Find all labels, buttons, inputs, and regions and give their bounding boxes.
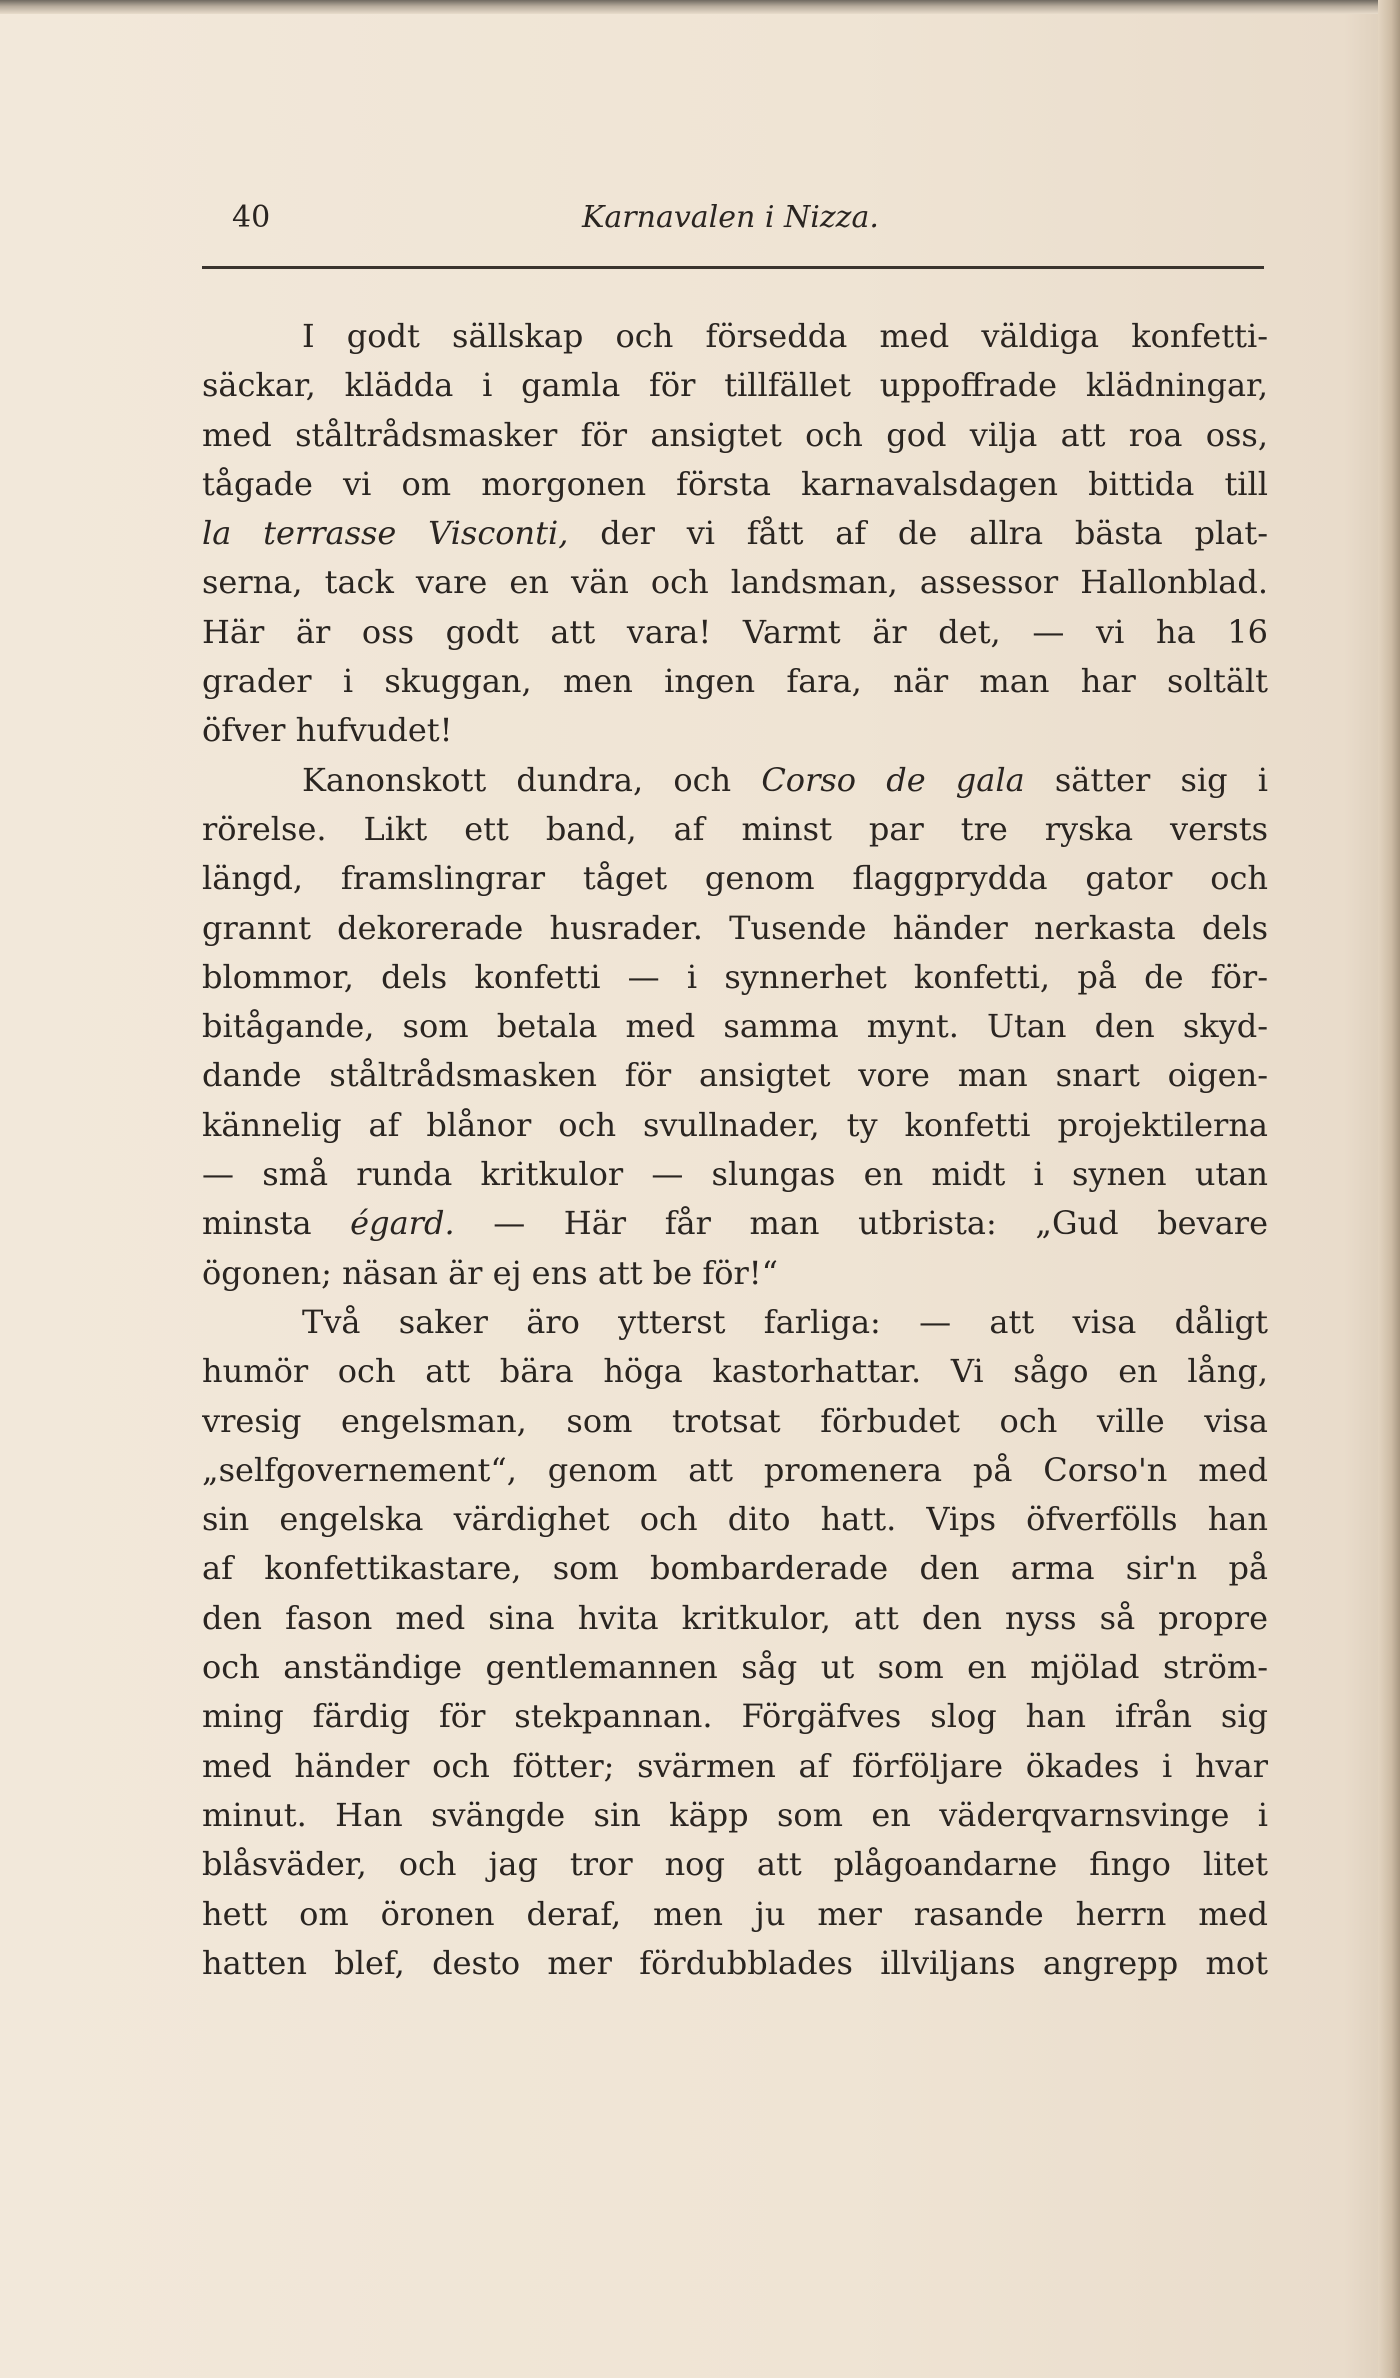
text-segment: sin engelska värdighet och dito hatt. Vips öfverfölls han bbox=[202, 1500, 1268, 1539]
page-number: 40 bbox=[232, 200, 271, 235]
text-segment: minsta bbox=[202, 1204, 351, 1243]
text-segment: säckar, klädda i gamla för tillfället uppoffrade klädningar, bbox=[202, 366, 1268, 405]
body-text bbox=[202, 312, 1268, 1988]
text-segment: I godt sällskap och försedda med väldiga konfetti- bbox=[302, 317, 1268, 355]
header-rule bbox=[202, 266, 1264, 269]
running-head bbox=[202, 196, 1264, 248]
text-line bbox=[202, 1939, 1268, 1988]
text-line bbox=[202, 1495, 1268, 1544]
text-segment: grannt dekorerade husrader. Tusende händer nerkasta dels bbox=[202, 908, 1268, 947]
text-segment: Här är oss godt att vara! Varmt är det, — vi ha 16 bbox=[202, 612, 1268, 651]
text-line bbox=[202, 1643, 1268, 1692]
text-line bbox=[202, 1051, 1268, 1100]
text-segment: Två saker äro ytterst farliga: — att visa dåligt bbox=[302, 1302, 1268, 1341]
text-segment: hett om öronen deraf, men ju mer rasande herrn med bbox=[202, 1894, 1268, 1933]
text-line bbox=[202, 312, 1268, 361]
text-segment: med händer och fötter; svärmen af förföljare ökades i hvar bbox=[202, 1746, 1268, 1785]
text-line bbox=[202, 854, 1268, 903]
text-line bbox=[202, 558, 1268, 607]
text-segment: ögonen; näsan är ej ens att be för!“ bbox=[202, 1253, 778, 1292]
text-segment: ming färdig för stekpannan. Förgäfves slog han ifrån sig bbox=[202, 1697, 1268, 1736]
text-segment: kännelig af blånor och svullnader, ty konfetti projektilerna bbox=[202, 1105, 1268, 1144]
text-line bbox=[202, 608, 1268, 657]
text-segment: minut. Han svängde sin käpp som en väderqvarnsvinge i bbox=[202, 1795, 1268, 1834]
text-line bbox=[202, 904, 1268, 953]
text-segment: blåsväder, och jag tror nog att plågoandarne fingo litet bbox=[202, 1845, 1268, 1884]
text-segment: blommor, dels konfetti — i synnerhet konfetti, på de för- bbox=[202, 957, 1268, 996]
text-segment: „selfgovernement“, genom att promenera på Corso'n med bbox=[202, 1450, 1268, 1489]
text-line bbox=[202, 953, 1268, 1002]
text-segment: Kanonskott dundra, och bbox=[302, 760, 762, 799]
text-line bbox=[202, 509, 1268, 558]
text-segment: öfver hufvudet! bbox=[202, 711, 453, 750]
text-segment: — små runda kritkulor — slungas en midt i synen utan bbox=[202, 1155, 1268, 1194]
text-line bbox=[202, 1397, 1268, 1446]
text-segment: dande ståltrådsmasken för ansigtet vore man snart oigen- bbox=[202, 1056, 1268, 1095]
text-line bbox=[202, 1150, 1268, 1199]
text-line bbox=[202, 756, 1268, 805]
text-segment: serna, tack vare en vän och landsman, assessor Hallonblad. bbox=[202, 563, 1268, 602]
italic-text: la terrasse Visconti, bbox=[202, 514, 569, 553]
italic-text: Corso de gala bbox=[761, 760, 1025, 799]
text-segment: med ståltrådsmasker för ansigtet och god vilja att roa oss, bbox=[202, 415, 1268, 454]
text-segment: bitågande, som betala med samma mynt. Utan den skyd- bbox=[202, 1007, 1268, 1046]
text-line bbox=[202, 1692, 1268, 1741]
italic-text: égard. bbox=[350, 1204, 455, 1243]
text-segment: längd, framslingrar tåget genom flaggprydda gator och bbox=[202, 859, 1268, 898]
text-line bbox=[202, 1101, 1268, 1150]
running-title: Karnavalen i Nizza. bbox=[582, 200, 879, 235]
text-line bbox=[202, 411, 1268, 460]
text-segment: den fason med sina hvita kritkulor, att den nyss så propre bbox=[202, 1598, 1268, 1637]
text-segment: humör och att bära höga kastorhattar. Vi sågo en lång, bbox=[202, 1352, 1268, 1391]
text-line bbox=[202, 1298, 1268, 1347]
text-line bbox=[202, 805, 1268, 854]
text-segment: tågade vi om morgonen första karnavalsdagen bittida till bbox=[202, 464, 1268, 503]
text-line bbox=[202, 1840, 1268, 1889]
text-line bbox=[202, 1791, 1268, 1840]
text-line bbox=[202, 1594, 1268, 1643]
text-segment: grader i skuggan, men ingen fara, när man har soltält bbox=[202, 662, 1268, 701]
page-top-edge bbox=[0, 0, 1400, 14]
text-segment: sätter sig i bbox=[1024, 760, 1268, 799]
text-line bbox=[202, 1199, 1268, 1248]
text-line bbox=[202, 1249, 1268, 1298]
text-line bbox=[202, 657, 1268, 706]
text-segment: rörelse. Likt ett band, af minst par tre ryska versts bbox=[202, 809, 1268, 848]
text-line bbox=[202, 1544, 1268, 1593]
text-segment: — Här får man utbrista: „Gud bevare bbox=[454, 1204, 1268, 1243]
page-right-edge bbox=[1378, 0, 1400, 2378]
text-segment: hatten blef, desto mer fördubblades illviljans angrepp mot bbox=[202, 1943, 1268, 1982]
text-line bbox=[202, 460, 1268, 509]
text-segment: vresig engelsman, som trotsat förbudet och ville visa bbox=[202, 1401, 1268, 1440]
text-line bbox=[202, 361, 1268, 410]
text-line bbox=[202, 706, 1268, 755]
text-line bbox=[202, 1347, 1268, 1396]
text-segment: der vi fått af de allra bästa plat- bbox=[568, 514, 1268, 553]
text-segment: och anständige gentlemannen såg ut som en mjölad ström- bbox=[202, 1648, 1268, 1687]
text-line bbox=[202, 1742, 1268, 1791]
text-line bbox=[202, 1002, 1268, 1051]
text-segment: af konfettikastare, som bombarderade den arma sir'n på bbox=[202, 1549, 1268, 1588]
text-line bbox=[202, 1890, 1268, 1939]
text-line bbox=[202, 1446, 1268, 1495]
